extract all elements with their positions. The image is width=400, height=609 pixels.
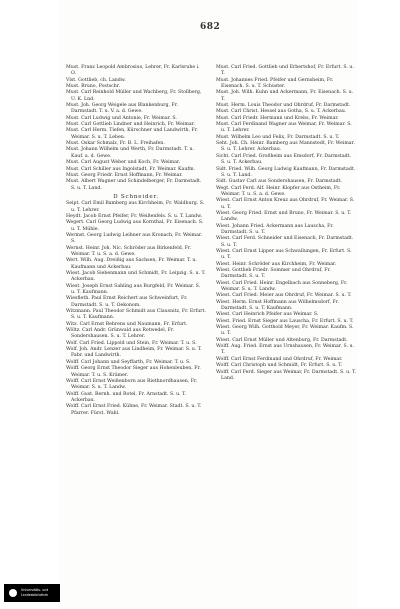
register-entry: Must. Franz Leopold Ambrosius, Lehrer, Fr. Karlsruhe i. O. xyxy=(66,65,200,77)
register-entry: Must. Carl Schiller aus Ingolstadt, Fr. Weimar. Kaufm. xyxy=(66,166,196,172)
register-entry: Wolff. Carl Ferd. Sieger aus Weimar, Fr. Darmstadt. S. u. T. Land. xyxy=(216,369,357,381)
register-entry: Must. Carl Christ. Hessel aus Gotha, S. u. T. Ackerbau. xyxy=(216,109,347,115)
register-entry: Wegert. Carl Georg Ludwig aus Kornthal, Fr. Eisenach. S. u. T. Mühle. xyxy=(66,220,204,232)
register-entry: Wolf. Joh. Andr. Lenzer aus Lindheim, Fr. Weimar. S. u. T. Fabr. und Landwirth. xyxy=(66,347,202,359)
register-entry: Wegt. Carl Ferd. Alf. Heinr. Klopfer aus Ostheim, Fr. Weimar. T. u. S. a. d. Gewe. xyxy=(216,185,341,197)
register-entry: Heydt. Jacob Ernst Pfeifer, Fr. Weißenfels. S. u. T. Landw. xyxy=(66,213,203,219)
register-entry: Must. Carl August Weber und Koch, Fr. Weimar. xyxy=(66,160,181,166)
register-entry: Must. Albert Wagner und Schindelberger, Fr. Darmstadt. S. u. T. Land. xyxy=(66,179,202,191)
register-entry: Must. Johannes Fried. Pfeifer und Gernsheim, Fr. Eisenach. S. u. T. Schuster. xyxy=(216,77,334,90)
register-entry: Must. Georg Friedr. Ernst Hoffmann, Fr. Weimar. xyxy=(66,172,183,178)
section-heading: D Schneider. xyxy=(113,193,159,200)
left-column-entries-after-heading xyxy=(66,201,206,417)
register-entry: Sicht. Carl Fried. Großheim aus Emsdorf, Fr. Darmstadt. S. u. T. Ackerbau. xyxy=(216,153,351,166)
register-entry: Wiest. Carl Ferd. Schneider und Eisenach, Fr. Darmstadt. S. u. T. xyxy=(216,236,354,248)
register-entry: Wernst. Heinr. Joh. Nic. Schröder aus Birkenfeld, Fr. Weimar. T. u. S. a. d. Gewe. xyxy=(66,245,192,257)
register-entry: Must. Joh. Wilh. Kuhn und Ackermann, Fr. Eisenach. S. u. T. xyxy=(216,90,354,102)
register-entry: Wolff. Carl Ernst Ferdinand und Ohrdruf, Fr. Weimar. xyxy=(216,356,343,362)
register-entry: Wiesfleth. Paul Ernst Reichert aus Schweinfurt, Fr. Darmstadt. S. u. T. Oekonom. xyxy=(66,296,188,308)
register-entry: Wiest. Carl Fried. Meier aus Ohrdruf, Fr. Weimar. S. u. T. xyxy=(216,293,352,299)
register-entry: Must. Carl Reinhold Müller und Wachberg, Fr. Stollberg, U. K. Lnd. xyxy=(66,90,202,102)
register-entry: Wiest. Carl Ernst Anton Kreuz aus Ohrdruf, Fr. Weimar. S. u. T. xyxy=(216,198,355,210)
register-entry: Wiest. Fried. Ernst Sieger aus Lauscha, Fr. Erfurt. S. u. T. xyxy=(216,318,354,324)
register-entry: Witzmann. Paul Theodor Schmidt aus Clausnitz, Fr. Erfurt. S. u. T. Kaufmann. xyxy=(66,309,206,321)
register-entry: Sidt. Gustav Carl aus Sondershausen, Fr. Darmstadt. xyxy=(216,179,343,185)
register-entry: Must. Herm. Louis Theodor und Ohrdruf, Fr. Darmstadt. xyxy=(216,103,351,109)
register-entry: Wert. Wilh. Aug. Dreißig aus Sachsen, Fr. Weimar. T. u. Kaufmann und Ackerbau. xyxy=(66,258,197,270)
left-column xyxy=(66,65,206,417)
register-entry: Must. Carl Friedr. Hermann und Krebs, Fr. Weimar. xyxy=(216,115,339,121)
register-entry: Wiest. Joseph Ernst Sahling aus Burgfeld, Fr. Weimar. S. u. T. Kaufmann. xyxy=(66,283,201,296)
library-badge-text xyxy=(21,588,48,597)
register-entry: Must. Wilhelm Leo und Felix, Fr. Darmstadt. S. u. T. xyxy=(216,134,340,140)
register-entry: Wiest. Carl Ernst Müller und Altenburg, Fr. Darmstadt. xyxy=(216,337,348,343)
register-entry: Sidt. Fried. Wilh. Georg Ludwig Kaufmann, Fr. Darmstadt. S. u. T. Land. xyxy=(216,166,356,178)
register-entry: Must. Oskar Schmalz, Fr. B. L. Freihafen. xyxy=(66,141,165,147)
register-entry: Witz. Carl Ernst Behrens und Naumann, Fr. Erfurt. xyxy=(66,321,188,327)
register-entry: Seht. Joh. Ch. Heinr. Bamberg aus Mannstedt, Fr. Weimar. S. u. T. Lehrer. Ackerbau. xyxy=(216,141,355,153)
right-column xyxy=(216,65,356,382)
register-entry: Wolff. Aug. Fried. Ernst aus Urnshausen, Fr. Weimar. S. u. T. xyxy=(216,344,355,356)
register-entry: Must. Joh. Georg Weigele aus Blankenburg, Fr. Darmstadt. T. u. V. a. d. Gewe. xyxy=(66,103,178,115)
register-entry: Must. Johann Wilhelm und Werth, Fr. Darmstadt. T. u. Kauf. a. d. Gewe. xyxy=(66,147,195,159)
register-entry: Wiest. Carl Heinrich Pfeifer aus Weimar. S. xyxy=(216,312,319,318)
register-entry: Seipt. Carl Emil Bamberg aus Kirchheim, Fr. Waldburg. S. u. T. Lehrer. xyxy=(66,201,205,213)
register-entry: Wolff. Carl Ernst Weißenborn aus Riethnordhausen, Fr. Weimar. S. u. T. Landw. xyxy=(66,378,198,391)
register-entry: Wolff. Carl Ernst Fried. Kühne, Fr. Weimar. Stadt. S. u. T. Pfarrer. Fürst. Wahl. xyxy=(66,404,202,416)
register-entry: Wolff. Gust. Bernh. und Rotel, Fr. Arnstadt. S. u. T. Ackerbau. xyxy=(66,391,186,403)
register-entry: Wiest. Heinr. Schröder aus Kirchheim, Fr. Weimar. xyxy=(216,261,337,267)
register-entry: Must. Carl Gottlieb Lindner und Heinrich, Fr. Weimar. xyxy=(66,122,195,128)
register-entry: Must. Carl Fried. Gottlieb und Erbertshof, Fr. Erfurt. S. u. T. xyxy=(216,65,354,77)
register-entry: Wermst. Georg Ludwig Leihner aus Kronach, Fr. Weimar. S. xyxy=(66,232,203,245)
library-badge-line1: Universitäts- und xyxy=(21,588,49,592)
register-entry: Wiest. Johann Fried. Ackermann aus Lauscha, Fr. Darmstadt. S. u. T. xyxy=(216,223,334,235)
register-entry: Wolff. Carl Christoph und Schmidt, Fr. Erfurt. S. u. T. xyxy=(216,363,343,369)
register-entry: Wiest. Carl Fried. Heinr. Engelbach aus Sonneberg, Fr. Weimar. S. u. T. Landw. xyxy=(216,280,348,293)
register-entry: Must. Bruno, Postschr. xyxy=(66,84,120,90)
page-number: 682 xyxy=(200,22,221,32)
register-entry: Must. Carl Ludwig und Antonie, Fr. Weimar. S. xyxy=(66,115,177,121)
library-badge xyxy=(4,584,60,602)
library-badge-line2: Landesbibliothek xyxy=(21,592,49,597)
register-entry: Wiest. Carl Ernst Lipper aus Schwallungen, Fr. Erfurt. S. u. T. xyxy=(216,248,352,261)
register-entry: Wiest. Georg Wilh. Gotthold Meyer, Fr. Weimar. Kaufm. S. u. T. xyxy=(216,325,354,337)
register-entry: Must. Carl Herm. Tiefen, Kürschner und Landwirth, Fr. Weimar. S. u. T. Leben. xyxy=(66,128,198,140)
register-entry: Wolf. Carl Fried. Lippold und Stein, Fr. Weimar. T. u. S. xyxy=(66,340,197,346)
library-logo-icon xyxy=(9,589,17,597)
register-entry: Must. Carl Ferdinand Wagner aus Weimar, Fr. Weimar. S. u. T. Lehrer. xyxy=(216,122,352,134)
right-column-entries xyxy=(216,65,356,382)
register-entry: Wolff. Carl Johann und Seyffarth, Fr. Weimar. T. u. S. xyxy=(66,359,191,365)
register-entry: Wiest. Gottlieb Friedr. Sommer und Ohrdruf, Fr. Darmstadt. S. u. T. xyxy=(216,268,331,280)
register-entry: Wiest. Georg Fried. Ernst und Bruno, Fr. Weimar. S. u. T. Landw. xyxy=(216,210,352,223)
register-entry: Wiest. Jacob Siebenmann und Schmidt, Fr. Leipzig. S. u. T. Ackerbau. xyxy=(66,271,206,283)
register-entry: Wiest. Herm. Ernst Hoffmann aus Wilhelmsdorf, Fr. Darmstadt. S. u. T. Kaufmann. xyxy=(216,299,339,312)
register-entry: Wolff. Georg Ernst Theodor Sieger aus Hohenleuben, Fr. Weimar. T. u. S. Krämer. xyxy=(66,366,201,378)
left-column-entries xyxy=(66,65,206,192)
register-entry: Vlst. Gottlieb, ch. Landw. xyxy=(66,77,126,83)
register-entry: Wöltz. Carl Andr. Grünwald aus Rotwedel, Fr. Sondershausen. S. u. T. Lehrer. xyxy=(66,328,175,340)
